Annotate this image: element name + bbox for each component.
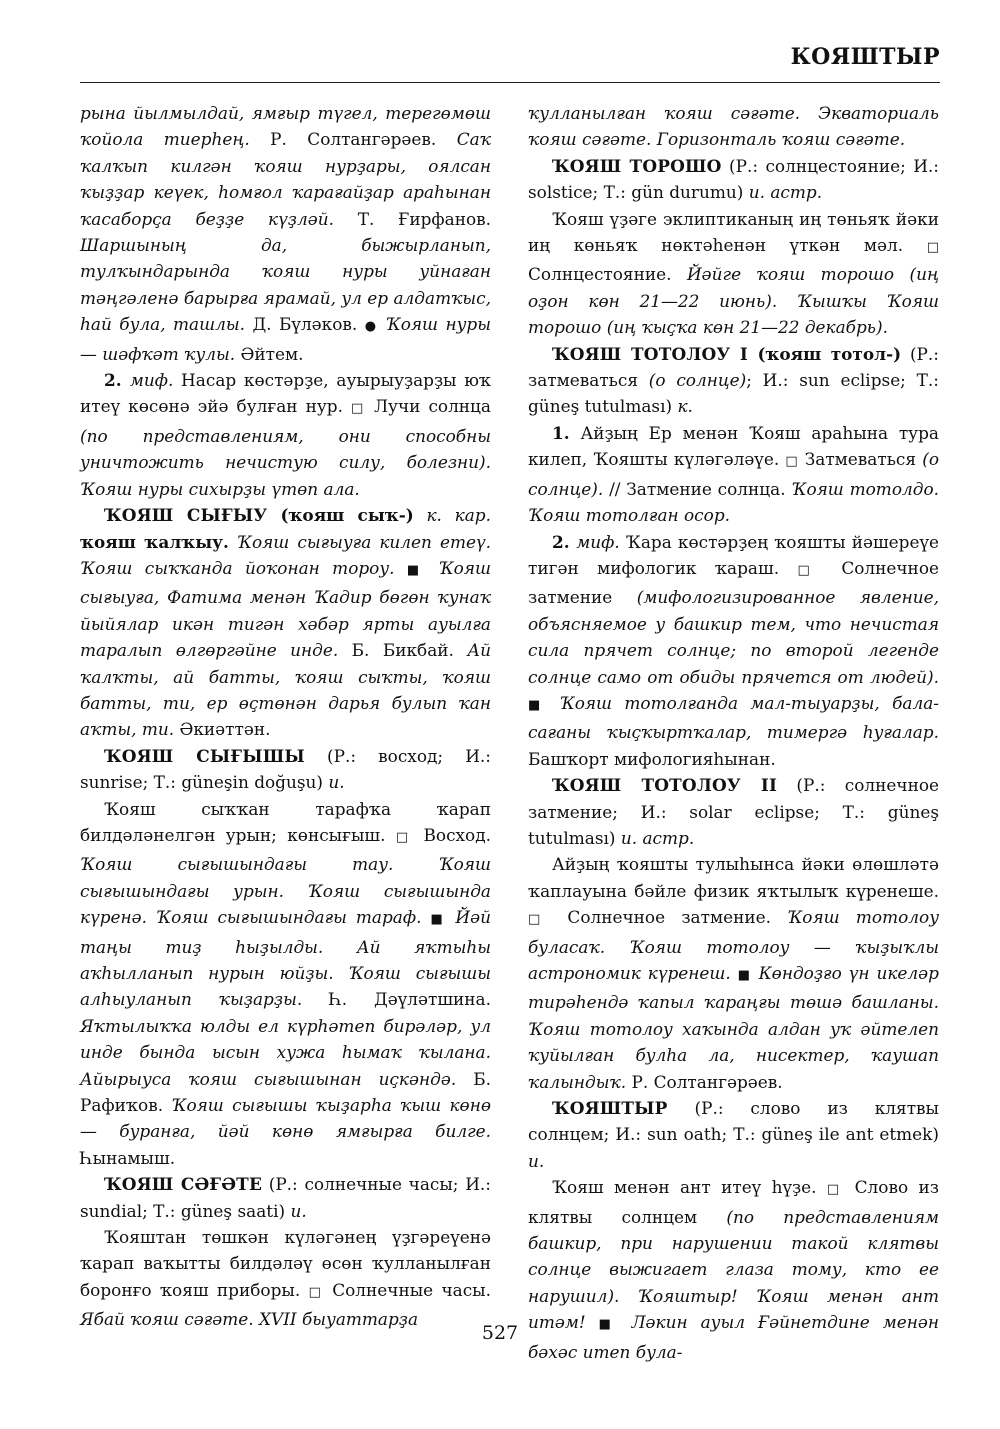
italic-run: миф.: [576, 531, 620, 552]
bold-run: ҡояш ҡалҡыу.: [80, 531, 229, 552]
text-run: Ҡара көстәрҙең ҡояшты йәшереүе тигән мифологик ҡараш.: [528, 531, 940, 578]
text-run: Ҡояш сыҡҡан тарафҡа ҡарап билдәләнелгән урын; көнсығыш.: [80, 798, 491, 845]
entry-paragraph: [528, 420, 939, 529]
example-marker-icon: ■: [528, 697, 548, 713]
bold-run: 2.: [104, 370, 130, 391]
bold-run: 1.: [552, 422, 570, 443]
italic-run: и.: [528, 1150, 545, 1171]
text-run: Р. Солтангәрәев.: [626, 1071, 783, 1092]
text-run: Т. Ғирфанов.: [333, 208, 491, 229]
square-marker-icon: □: [797, 562, 823, 578]
square-marker-icon: □: [350, 401, 366, 417]
square-marker-icon: □: [826, 1182, 845, 1198]
example-marker-icon: ■: [598, 1317, 619, 1333]
text-run: Б. Рафиҡов.: [80, 1068, 491, 1116]
text-run: Р. Солтангәрәев.: [249, 129, 457, 150]
running-head: КОЯШТЫР: [790, 44, 940, 70]
text-run: Насар көстәрҙе, ауырыуҙарҙы юҡ итеү көсөнә эйә булған нур.: [80, 370, 492, 417]
text-run: Лучи солнца: [365, 396, 491, 417]
text-run: Слово из клятвы солнцем: [528, 1177, 939, 1227]
entry-headword-paragraph: [528, 772, 939, 851]
italic-run: миф.: [129, 370, 174, 391]
example-marker-icon: ■: [406, 562, 427, 578]
entry-headword-paragraph: [528, 1095, 939, 1174]
text-run: Ҡояш үҙәге эклиптиканың иң төньяҡ йәки иң көньяҡ нөктәһенән үткән мәл.: [528, 208, 939, 256]
text-run: (Р.: затмеваться: [528, 343, 939, 391]
text-run: Айҙың Ер менән Ҡояш араһына тура килеп, Ҡояшты күләгәләүе.: [528, 422, 939, 470]
italic-run: и.: [290, 1200, 307, 1221]
bold-run: (ҡояш тотол-): [748, 343, 902, 364]
entry-headword-paragraph: [528, 153, 939, 206]
text-run: Әйтем.: [235, 343, 304, 364]
italic-run: (по представлениям, они способны уничтожить нечистую силу, болезни). Ҡояш нуры сихырҙы үтөп ала.: [80, 425, 491, 499]
text-run: Һынамыш.: [80, 1147, 176, 1168]
italic-run: рына йылмылдай, ямғыр түгел, терегөмөш ҡойола тиерһең.: [80, 103, 491, 150]
headword: ҠОЯШ ТОРОШО: [552, 155, 722, 176]
left-column: [80, 100, 491, 1333]
text-run: Д. Бүләков.: [245, 314, 365, 335]
page-number: 527: [481, 1322, 519, 1344]
italic-run: Ҡояш тотолоу буласаҡ. Ҡояш тотолоу — ҡыҙыҡлы астрономик күренеш.: [528, 907, 939, 983]
entry-headword-paragraph: [528, 341, 939, 420]
text-run: (Р.: солнечное затмение; И.: solar eclipse; Т.: güneş tutulması): [528, 775, 939, 848]
entry-paragraph: [528, 100, 939, 153]
example-marker-icon: ■: [430, 912, 447, 928]
italic-run: Шаршының да, быжырланып, тулҡындарында ҡояш нуры уйнаған тәңгәленә барырға ярамай, ул ер алдатҡыс, һай була, ташлы.: [80, 235, 491, 335]
entry-paragraph: [80, 796, 491, 1172]
square-marker-icon: □: [395, 829, 414, 845]
example-marker-icon: ■: [737, 968, 752, 983]
text-run: Затмеваться: [798, 449, 923, 470]
text-run: Солнцестояние.: [528, 264, 687, 285]
italic-run: (о солнце): [648, 370, 747, 391]
italic-run: (по представлениям башкир, при нарушении такой клятвы солнце выжигает глаза тому, кто ее нарушил). Ҡояштыр! Ҡояш менән ант итәм!: [528, 1206, 940, 1333]
headword: ҠОЯШ СЫҒЫУ: [104, 505, 268, 526]
headword: ҠОЯШ ТОТОЛОУ II: [552, 775, 778, 796]
italic-run: Ай ҡалҡты, ай батты, ҡояш сыҡты, ҡояш батты, ти, ер өҫтөнән дарья булып ҡан аҡты, ти.: [80, 640, 491, 740]
bold-run: 2.: [552, 531, 577, 552]
italic-run: Ҡояш нуры — шәфҡәт ҡулы.: [80, 314, 492, 364]
text-run: (Р.: солнцестояние; И.: solstice; Т.: gün durumu): [528, 155, 939, 203]
italic-run: ҡулланылған ҡояш сәғәте. Экваториаль ҡояш сәғәте. Горизонталь ҡояш сәғәте.: [528, 103, 939, 150]
entry-headword-paragraph: [80, 502, 491, 743]
italic-run: (мифологизированное явление, объясняемое у башкир тем, что нечистая сила прячет солнце; по второй легенде солнце само от обиды прячется от людей).: [528, 587, 939, 687]
entry-headword-paragraph: [80, 1171, 491, 1224]
entry-paragraph: [528, 529, 939, 773]
text-run: (Р.: слово из клятвы солнцем; И.: sun oath; Т.: güneş ile ant etmek): [528, 1098, 939, 1145]
square-marker-icon: □: [528, 912, 552, 928]
italic-run: Ҡояш сығышы ҡыҙарһа ҡыш көнө — буранға, йәй көнө ямғырға билге.: [80, 1095, 491, 1142]
italic-run: Яҡтылыҡҡа юлды ел күрһәтеп бирәләр, ул инде бында ысын хужа һымаҡ ҡылана. Айырыуса ҡояш сығышынан иҫкәндә.: [80, 1015, 491, 1089]
bold-run: (ҡояш сыҡ-): [267, 505, 414, 526]
text-run: Ҡояш менән ант итеү һүҙе.: [552, 1177, 827, 1198]
entry-headword-paragraph: [80, 743, 491, 796]
headword: ҠОЯШ ТОТОЛОУ I: [552, 343, 749, 364]
italic-run: и. астр.: [620, 827, 695, 848]
italic-run: и.: [328, 772, 345, 793]
italic-run: Йәйге ҡояш торошо (иң оҙон көн 21—22 июнь). Ҡышҡы Ҡояш торошо (иң ҡыҫҡа көн 21—22 декабрь).: [528, 264, 939, 338]
italic-run: Ҡояш тотолғанда мал-тыуарҙы, бала-сағаны ҡыҫҡыртҡалар, тимергә һуғалар.: [528, 692, 939, 743]
text-run: Восход.: [413, 824, 491, 845]
entry-paragraph: [80, 367, 491, 502]
italic-run: Көндоҙғо үн икеләр тирәһендә ҡапыл ҡараңғы төшә башланы. Ҡояш тотолоу хаҡында алдан уҡ әйтелеп ҡуйылған булһа ла, нисектер, ҡаушап ҡалындыҡ.: [528, 963, 939, 1092]
italic-run: Ләкин ауыл Ғәйнетдине менән бәхәс итеп була-: [528, 1312, 939, 1362]
text-run: Солнечные часы.: [323, 1279, 491, 1300]
entry-paragraph: [528, 851, 939, 1095]
square-marker-icon: □: [308, 1284, 324, 1300]
italic-run: Ҡояш сығыуға килеп етеү. Ҡояш сыҡҡанда йоҡонан тороу.: [80, 531, 491, 578]
italic-run: Ҡояш сығышындағы тау. Ҡояш сығышындағы урын. Ҡояш сығышында күренә. Ҡояш сығышындағы тараф.: [80, 854, 491, 928]
text-run: Һ. Дәүләтшина.: [302, 989, 491, 1010]
entry-paragraph: [528, 206, 939, 341]
italic-run: Йәй таңы тиҙ һыҙылды. Ай яҡтыһы аҡһылланып нурын юйҙы. Ҡояш сығышы алһыуланып ҡыҙарҙы.: [80, 907, 491, 1010]
headword: ҠОЯШТЫР: [552, 1098, 668, 1119]
square-marker-icon: □: [926, 240, 939, 256]
headword: ҠОЯШ СЫҒЫШЫ: [104, 745, 305, 766]
text-run: Ҡояштан төшкән күләгәнең үҙгәреүенә ҡарап ваҡытты билдәләү өсөн ҡулланылған боронғо ҡояш приборы.: [80, 1227, 491, 1300]
text-run: // Затмение солнца.: [603, 478, 792, 499]
italic-run: к.: [677, 396, 693, 417]
text-run: Башҡорт мифологияһынан.: [528, 748, 776, 769]
text-run: Айҙың ҡояшты тулыһынса йәки өлөшләтә ҡаплауына бәйле физик яҡтылыҡ күренеше.: [528, 854, 939, 901]
text-run: (Р.: солнечные часы; И.: sundial; Т.: güneş saati): [80, 1174, 491, 1221]
italic-run: Саҡ ҡалҡып килгән ҡояш нурҙары, оялсан ҡыҙҙар кеүек, һомғол ҡарағайҙар араһынан ҡасаборҫа беҙҙе күҙләй.: [80, 129, 491, 229]
right-column: [528, 100, 939, 1365]
italic-run: Ҡояш тотолдо. Ҡояш тотолған осор.: [528, 478, 939, 526]
text-run: Б. Бикбай.: [338, 640, 468, 661]
text-run: ; И.: sun eclipse; Т.: güneş tutulması): [528, 370, 939, 417]
italic-run: к. кар.: [413, 505, 491, 526]
text-run: Солнечное затмение: [528, 557, 939, 608]
entry-paragraph: [80, 100, 491, 367]
square-marker-icon: □: [785, 454, 799, 470]
example-marker-icon: ●: [364, 319, 379, 335]
italic-run: Ҡояш сығыуға, Фатима менән Ҡадир бөгөн ҡунаҡ йыйялар икән тигән хәбәр ярты ауылға таралып өлгөргәйне инде.: [80, 557, 491, 661]
headword: ҠОЯШ СӘҒӘТЕ: [104, 1174, 263, 1195]
entry-paragraph: [80, 1224, 491, 1333]
header-rule: [80, 82, 940, 83]
text-run: Солнечное затмение.: [551, 907, 788, 928]
italic-run: Ябай ҡояш сәғәте. XVII быуаттарҙа: [80, 1309, 419, 1330]
italic-run: (о солнце).: [528, 449, 939, 499]
text-run: (Р.: восход; И.: sunrise; Т.: güneşin doğuşu): [80, 745, 491, 793]
italic-run: и. астр.: [748, 182, 823, 203]
text-run: Әкиәттән.: [174, 719, 271, 740]
